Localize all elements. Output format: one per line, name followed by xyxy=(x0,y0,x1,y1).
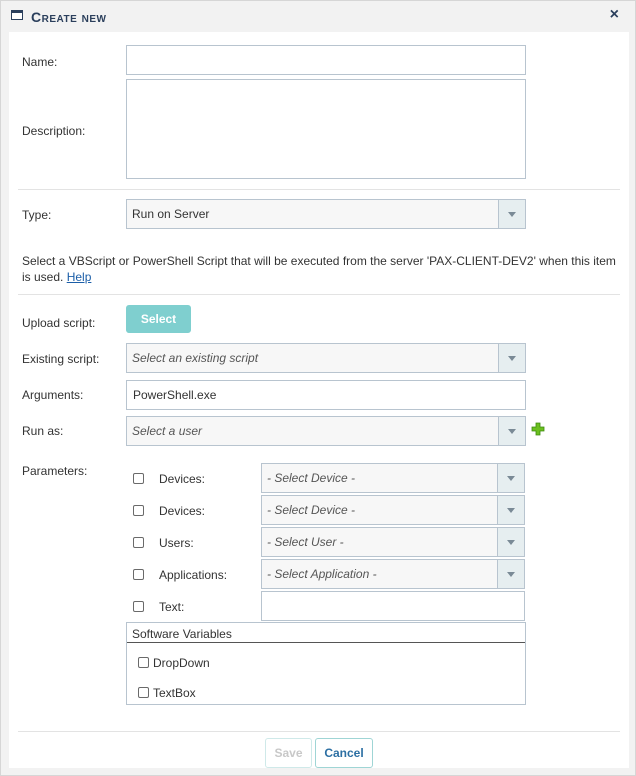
param-user-select[interactable] xyxy=(261,527,525,557)
param-select-placeholder: - Select Device - xyxy=(267,503,356,517)
run-as-placeholder: Select a user xyxy=(132,424,203,438)
chevron-down-icon[interactable] xyxy=(498,417,525,445)
name-input[interactable] xyxy=(126,45,526,75)
chevron-down-icon[interactable] xyxy=(497,464,524,492)
param-label: Devices: xyxy=(159,504,206,518)
dropdown-checkbox[interactable] xyxy=(138,657,149,668)
select-script-button[interactable]: Select xyxy=(126,305,191,333)
close-icon[interactable]: × xyxy=(609,6,619,23)
run-as-select[interactable] xyxy=(126,416,526,446)
type-label: Type: xyxy=(22,208,52,222)
chevron-down-icon[interactable] xyxy=(498,200,525,228)
chevron-down-icon[interactable] xyxy=(498,344,525,372)
param-text-checkbox[interactable] xyxy=(133,601,144,612)
parameters-label: Parameters: xyxy=(22,464,88,478)
chevron-down-icon[interactable] xyxy=(497,528,524,556)
plus-icon[interactable] xyxy=(531,422,545,436)
param-device-select[interactable] xyxy=(261,463,525,493)
param-devices-checkbox[interactable] xyxy=(133,473,144,484)
arguments-label: Arguments: xyxy=(22,388,84,402)
description-label: Description: xyxy=(22,124,86,138)
param-text-input[interactable] xyxy=(261,591,525,621)
existing-script-placeholder: Select an existing script xyxy=(132,351,259,365)
info-text: Select a VBScript or PowerShell Script that will be executed from the server 'PAX-CLIENT-DEV2' when this item is used. xyxy=(22,254,616,284)
chevron-down-icon[interactable] xyxy=(497,496,524,524)
help-link[interactable]: Help xyxy=(66,270,92,284)
type-select-value: Run on Server xyxy=(132,207,210,221)
param-label: Devices: xyxy=(159,472,206,486)
param-label: Users: xyxy=(159,536,194,550)
save-button[interactable]: Save xyxy=(265,738,312,768)
dropdown-label: DropDown xyxy=(153,656,210,670)
param-select-placeholder: - Select Application - xyxy=(267,567,377,581)
param-users-checkbox[interactable] xyxy=(133,537,144,548)
name-label: Name: xyxy=(22,55,58,69)
param-select-placeholder: - Select Device - xyxy=(267,471,356,485)
param-applications-checkbox[interactable] xyxy=(133,569,144,580)
param-device-select[interactable] xyxy=(261,495,525,525)
param-label: Text: xyxy=(159,600,185,614)
type-select[interactable] xyxy=(126,199,526,229)
param-application-select[interactable] xyxy=(261,559,525,589)
chevron-down-icon[interactable] xyxy=(497,560,524,588)
footer-divider xyxy=(18,731,620,732)
dialog-body xyxy=(9,32,629,768)
existing-script-select[interactable] xyxy=(126,343,526,373)
software-variables-title: Software Variables xyxy=(132,627,232,641)
cancel-button[interactable]: Cancel xyxy=(315,738,373,768)
existing-script-label: Existing script: xyxy=(22,352,100,366)
description-textarea[interactable] xyxy=(126,79,526,179)
run-as-label: Run as: xyxy=(22,424,64,438)
upload-script-label: Upload script: xyxy=(22,316,96,330)
dialog-title: Create new xyxy=(31,9,107,25)
divider xyxy=(18,189,620,190)
param-label: Applications: xyxy=(159,568,228,582)
window-icon xyxy=(11,10,23,20)
arguments-input[interactable] xyxy=(126,380,526,410)
textbox-checkbox[interactable] xyxy=(138,687,149,698)
software-variables-box xyxy=(126,622,526,705)
script-info-text xyxy=(22,253,622,285)
param-select-placeholder: - Select User - xyxy=(267,535,344,549)
divider xyxy=(18,294,620,295)
dialog-titlebar xyxy=(1,1,635,33)
textbox-label: TextBox xyxy=(153,686,196,700)
param-devices-checkbox[interactable] xyxy=(133,505,144,516)
software-variables-header xyxy=(127,623,525,643)
